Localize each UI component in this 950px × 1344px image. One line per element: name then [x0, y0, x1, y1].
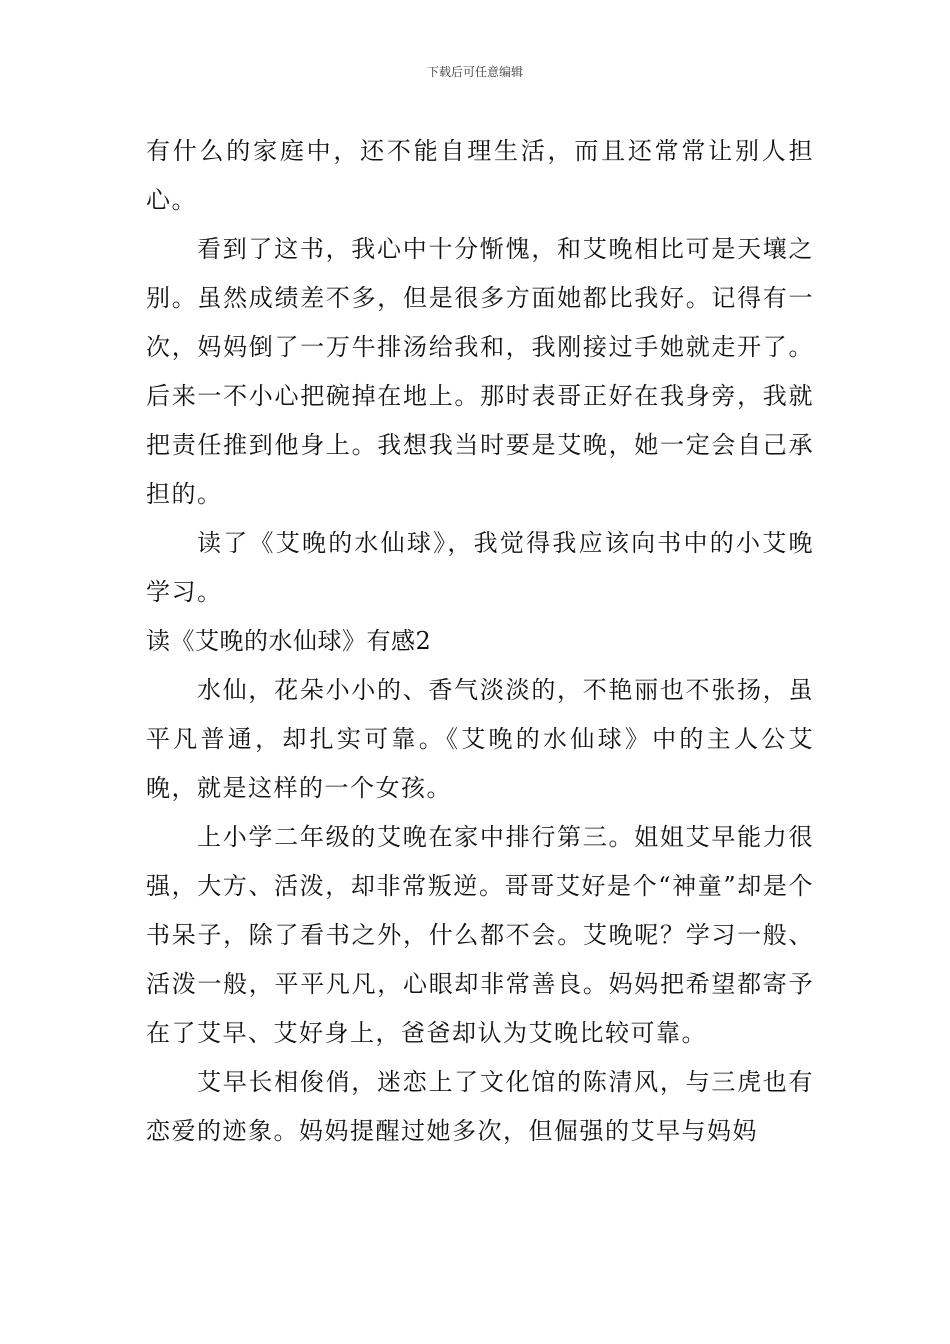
document-body [146, 127, 814, 1156]
paragraph: 艾早长相俊俏，迷恋上了文化馆的陈清风，与三虎也有恋爱的迹象。妈妈提醒过她多次，但倔强的艾早与妈妈 [146, 1068, 814, 1145]
section-heading: 读《艾晚的水仙球》有感2 [146, 627, 432, 655]
paragraph: 看到了这书，我心中十分惭愧，和艾晚相比可是天壤之别。虽然成绩差不多，但是很多方面她都比我好。记得有一次，妈妈倒了一万牛排汤给我和，我刚接过手她就走开了。后来一不小心把碗掉在地上。那时表哥正好在我身旁，我就把责任推到他身上。我想我当时要是艾晚，她一定会自己承担的。 [146, 235, 814, 508]
paragraph: 水仙，花朵小小的、香气淡淡的，不艳丽也不张扬，虽平凡普通，却扎实可靠。《艾晚的水仙球》中的主人公艾晚，就是这样的一个女孩。 [146, 676, 814, 802]
page-header: 下载后可任意编辑 [426, 65, 523, 79]
paragraph: 读了《艾晚的水仙球》，我觉得我应该向书中的小艾晚学习。 [146, 529, 814, 606]
paragraph: 有什么的家庭中，还不能自理生活，而且还常常让别人担心。 [146, 137, 814, 214]
paragraph: 上小学二年级的艾晚在家中排行第三。姐姐艾早能力很强，大方、活泼，却非常叛逆。哥哥艾好是个“神童”却是个书呆子，除了看书之外，什么都不会。艾晚呢？学习一般、活泼一般，平平凡凡，心眼却非常善良。妈妈把希望都寄予在了艾早、艾好身上，爸爸却认为艾晚比较可靠。 [146, 823, 814, 1047]
